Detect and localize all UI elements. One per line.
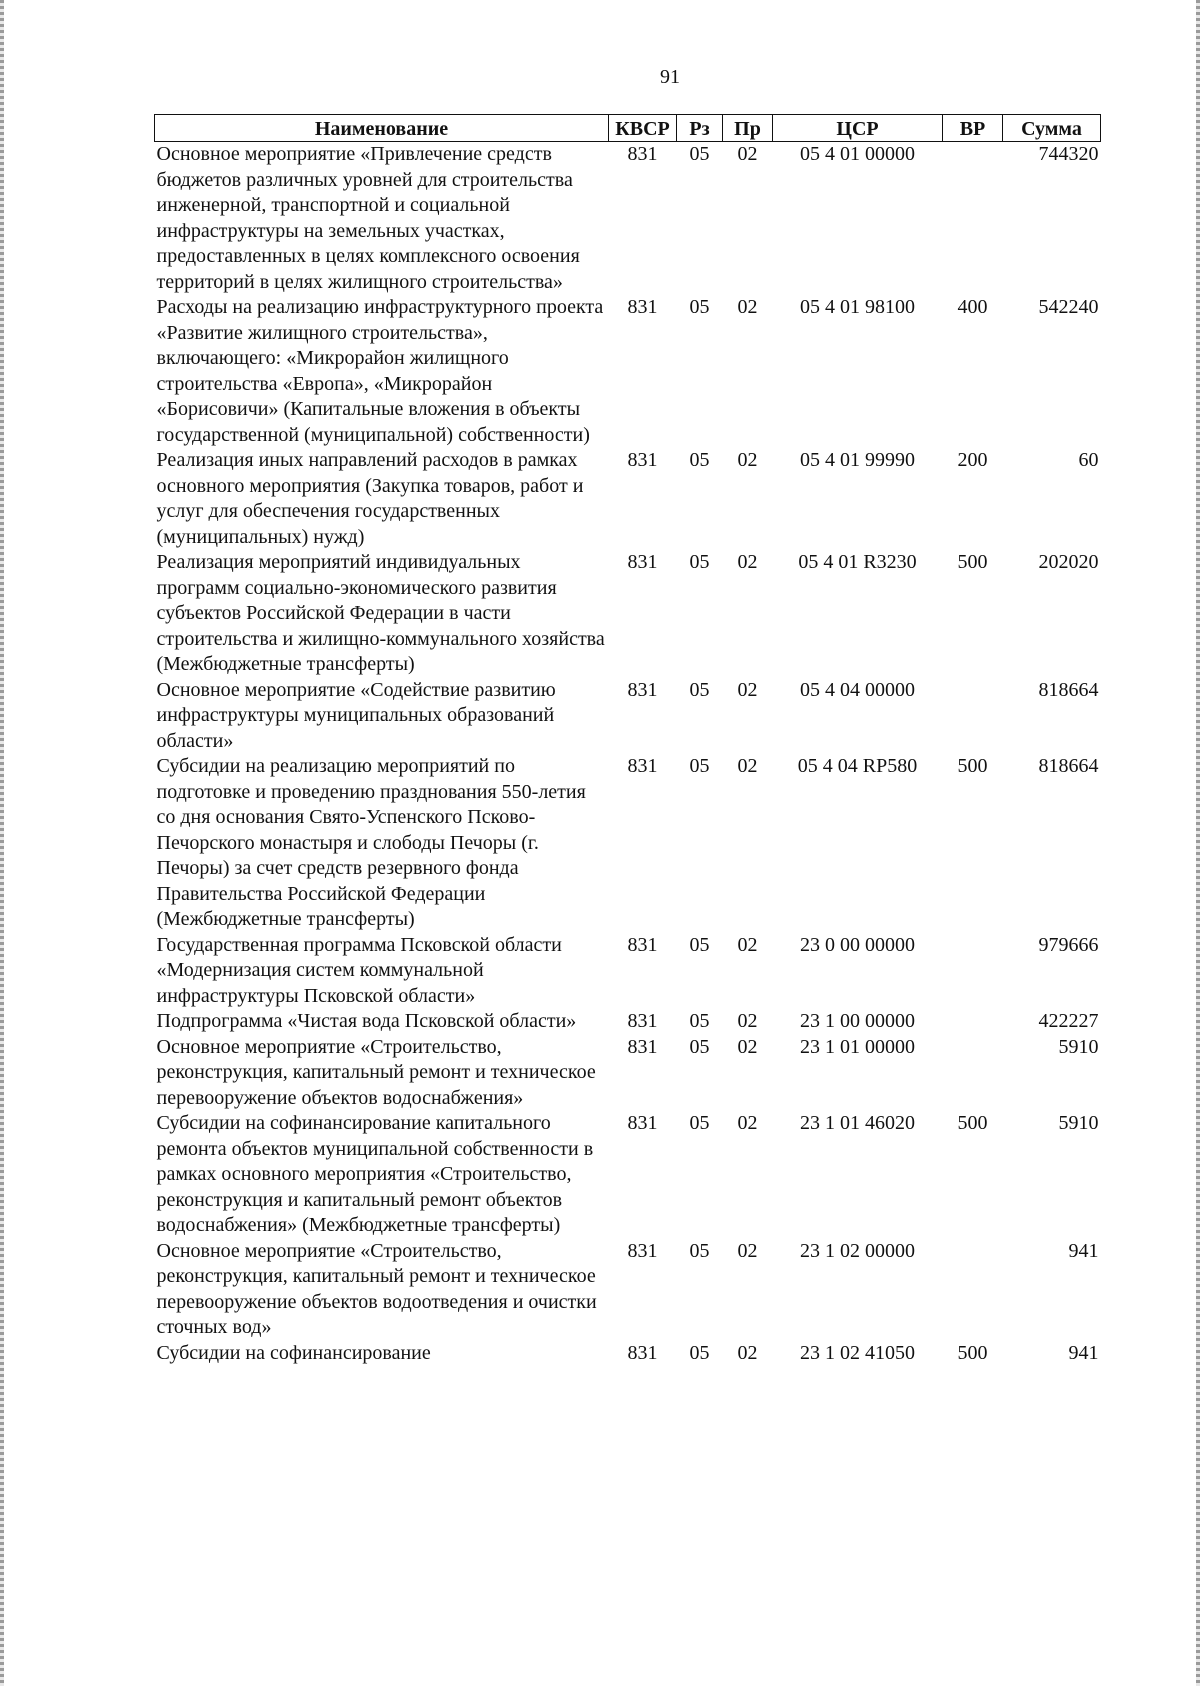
row-csr: 05 4 04 RP580	[797, 755, 918, 777]
header-kvsr: КВСР	[609, 115, 677, 142]
row-sum: 5910	[1058, 1112, 1099, 1134]
row-vr	[943, 1035, 1003, 1112]
row-pr: 02	[737, 755, 758, 777]
row-name: Субсидии на софинансирование капитального ремонта объектов муниципальной собственности в рамках основного мероприятия «Строительство, реконструкция и капитальный ремонт объектов водоснабжения» (Межбюджетные трансферты)	[156, 1112, 594, 1236]
row-csr: 05 4 01 00000	[800, 143, 915, 165]
row-sum: 744320	[1038, 143, 1099, 165]
row-kvsr: 831	[627, 1112, 658, 1134]
row-name: Государственная программа Псковской области «Модернизация систем коммунальной инфраструктуры Псковской области»	[156, 933, 562, 1007]
row-kvsr: 831	[627, 449, 658, 471]
row-kvsr: 831	[627, 1341, 658, 1364]
table-row	[155, 678, 1101, 755]
row-rz: 05	[689, 1010, 710, 1032]
row-name: Субсидии на софинансирование	[156, 1341, 431, 1364]
row-sum: 60	[1078, 449, 1099, 471]
row-csr: 23 1 02 41050	[800, 1341, 915, 1364]
row-name: Расходы на реализацию инфраструктурного проекта «Развитие жилищного строительства», включающего: «Микрорайон жилищного строительства «Европа», «Микрорайон «Борисовичи» (Капитальные вложения в объекты государственной (муниципальной) собственности)	[156, 296, 604, 446]
row-pr: 02	[737, 1341, 758, 1364]
row-rz: 05	[689, 933, 710, 956]
table-body	[155, 142, 1101, 1367]
header-sum: Сумма	[1003, 115, 1101, 142]
table-row	[155, 754, 1101, 933]
row-sum: 818664	[1038, 678, 1099, 701]
row-vr: 500	[957, 755, 988, 777]
row-csr: 23 1 01 00000	[800, 1035, 915, 1058]
row-csr: 23 1 01 46020	[800, 1112, 915, 1134]
table-row	[155, 1239, 1101, 1341]
row-pr: 02	[737, 678, 758, 701]
row-rz: 05	[689, 449, 710, 471]
row-rz: 05	[689, 1035, 710, 1058]
row-pr: 02	[737, 449, 758, 471]
row-vr	[943, 1239, 1003, 1341]
budget-table	[154, 114, 1101, 1366]
row-sum: 979666	[1038, 933, 1099, 956]
row-vr: 200	[957, 449, 988, 471]
row-sum: 422227	[1038, 1010, 1099, 1032]
row-csr: 23 1 00 00000	[800, 1010, 915, 1032]
row-csr: 23 1 02 00000	[800, 1239, 915, 1262]
row-kvsr: 831	[627, 933, 658, 956]
table-header	[155, 115, 1101, 142]
header-rz: Рз	[677, 115, 723, 142]
row-vr: 500	[957, 551, 988, 573]
table-row	[155, 933, 1101, 1010]
row-sum: 5910	[1058, 1035, 1099, 1058]
row-name: Реализация мероприятий индивидуальных программ социально-экономического развития субъектов Российской Федерации в части строительства и жилищно-коммунального хозяйства (Межбюджетные трансферты)	[156, 551, 605, 675]
row-vr: 500	[957, 1112, 988, 1134]
row-pr: 02	[737, 1035, 758, 1058]
row-sum: 941	[1068, 1341, 1099, 1364]
row-vr: 500	[957, 1341, 988, 1364]
row-rz: 05	[689, 678, 710, 701]
scan-edge-right	[1196, 0, 1200, 1686]
row-sum: 202020	[1038, 551, 1099, 573]
row-name: Основное мероприятие «Привлечение средств бюджетов различных уровней для строительства инженерной, транспортной и социальной инфраструктуры на земельных участках, предоставленных в целях комплексного освоения территорий в целях жилищного строительства»	[156, 143, 580, 293]
row-pr: 02	[737, 296, 758, 318]
row-rz: 05	[689, 755, 710, 777]
row-sum: 941	[1068, 1239, 1099, 1262]
row-pr: 02	[737, 143, 758, 165]
header-name: Наименование	[155, 115, 609, 142]
row-rz: 05	[689, 1341, 710, 1364]
header-csr: ЦСР	[773, 115, 943, 142]
header-vr: ВР	[943, 115, 1003, 142]
page-number: 91	[660, 66, 680, 88]
row-name: Основное мероприятие «Строительство, реконструкция, капитальный ремонт и техническое перевооружение объектов водоснабжения»	[156, 1035, 596, 1109]
table-row	[155, 1035, 1101, 1112]
row-pr: 02	[737, 933, 758, 956]
table-row	[155, 295, 1101, 448]
row-pr: 02	[737, 1239, 758, 1262]
scan-edge-left	[0, 0, 4, 1686]
row-rz: 05	[689, 296, 710, 318]
header-pr: Пр	[723, 115, 773, 142]
table-row	[155, 448, 1101, 550]
row-kvsr: 831	[627, 1239, 658, 1262]
row-csr: 05 4 01 R3230	[798, 551, 917, 573]
table-row	[155, 1341, 1101, 1367]
row-pr: 02	[737, 551, 758, 573]
header-row	[155, 115, 1101, 142]
table-row	[155, 550, 1101, 678]
row-kvsr: 831	[627, 678, 658, 701]
row-kvsr: 831	[627, 296, 658, 318]
row-rz: 05	[689, 1112, 710, 1134]
row-vr	[943, 933, 1003, 1010]
row-name: Основное мероприятие «Строительство, реконструкция, капитальный ремонт и техническое перевооружение объектов водоотведения и очистки сточных вод»	[156, 1239, 597, 1338]
row-kvsr: 831	[627, 1010, 658, 1032]
row-kvsr: 831	[627, 551, 658, 573]
row-name: Субсидии на реализацию мероприятий по подготовке и проведению празднования 550-летия со дня основания Свято-Успенского Псково-Печорского монастыря и слободы Печоры (г. Печоры) за счет средств резервного фонда Правительства Российской Федерации (Межбюджетные трансферты)	[156, 755, 586, 930]
row-name: Подпрограмма «Чистая вода Псковской области»	[156, 1010, 577, 1032]
row-pr: 02	[737, 1112, 758, 1134]
row-name: Основное мероприятие «Содействие развитию инфраструктуры муниципальных образований области»	[156, 678, 556, 752]
row-sum: 542240	[1038, 296, 1099, 318]
row-kvsr: 831	[627, 1035, 658, 1058]
row-kvsr: 831	[627, 143, 658, 165]
row-csr: 05 4 01 99990	[800, 449, 915, 471]
row-vr	[943, 678, 1003, 755]
row-pr: 02	[737, 1010, 758, 1032]
table-row	[155, 1111, 1101, 1239]
table-row	[155, 142, 1101, 296]
row-name: Реализация иных направлений расходов в рамках основного мероприятия (Закупка товаров, работ и услуг для обеспечения государственных (муниципальных) нужд)	[156, 449, 584, 548]
row-csr: 05 4 04 00000	[800, 678, 915, 701]
table-row	[155, 1009, 1101, 1035]
row-vr	[943, 142, 1003, 296]
row-kvsr: 831	[627, 755, 658, 777]
row-rz: 05	[689, 551, 710, 573]
row-sum: 818664	[1038, 755, 1099, 777]
row-csr: 05 4 01 98100	[800, 296, 915, 318]
row-rz: 05	[689, 143, 710, 165]
row-vr	[943, 1009, 1003, 1035]
row-csr: 23 0 00 00000	[800, 933, 915, 956]
row-vr: 400	[957, 296, 988, 318]
row-rz: 05	[689, 1239, 710, 1262]
